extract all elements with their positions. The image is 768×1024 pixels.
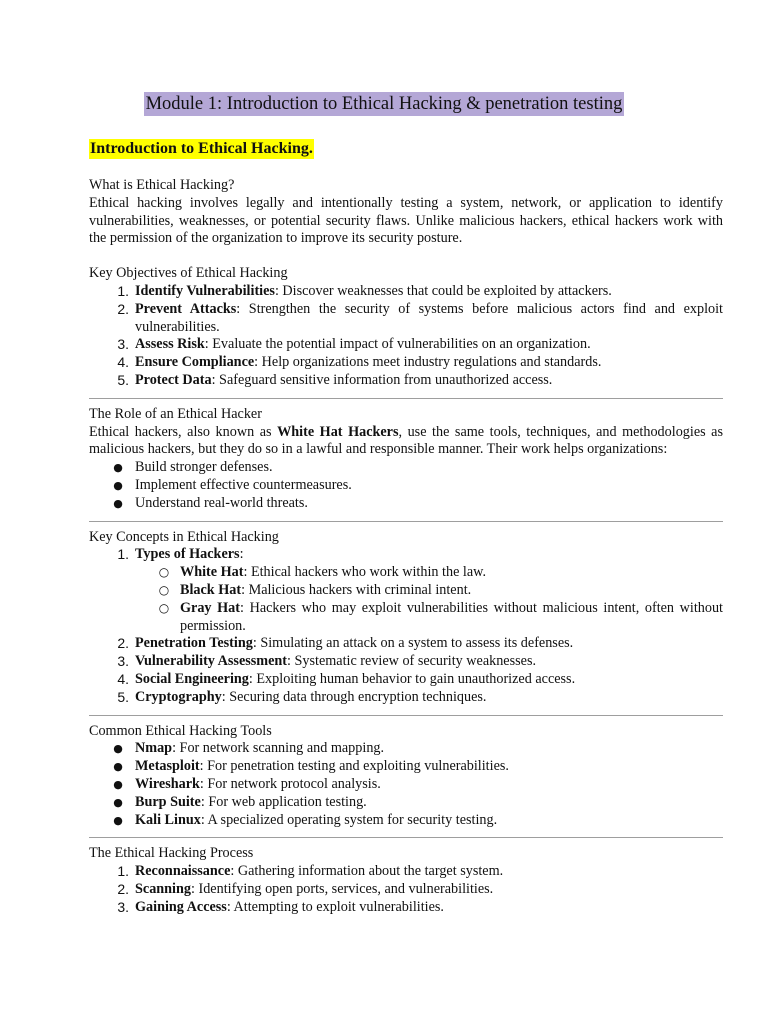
- paragraph: Ethical hacking involves legally and intentionally testing a system, network, or application to identify vulnerabilities, weaknesses, or potential security flaws. Unlike malicious hackers, ethical hackers work with the permission of the organization to improve its security posture.: [89, 194, 723, 247]
- term: Prevent Attacks: [135, 300, 237, 317]
- section-objectives: [89, 265, 723, 390]
- list-item: 3. Assess Risk: Evaluate the potential impact of vulnerabilities on an organization.: [117, 336, 591, 353]
- list-item: 3. Vulnerability Assessment: Systematic review of security weaknesses.: [117, 653, 537, 670]
- term: Social Engineering: [135, 670, 249, 687]
- list-item: ● Wireshark: For network protocol analysis.: [89, 776, 723, 794]
- term: Ensure Compliance: [135, 354, 255, 371]
- list-item: 4. Social Engineering: Exploiting human behavior to gain unauthorized access.: [117, 670, 576, 687]
- term: Metasploit: [135, 758, 200, 775]
- horizontal-rule: [89, 715, 723, 716]
- list-item: 1. Identify Vulnerabilities: Discover weaknesses that could be exploited by attackers.: [117, 282, 612, 299]
- bullet-icon: ●: [113, 813, 123, 827]
- term: Wireshark: [135, 775, 200, 792]
- horizontal-rule: [89, 398, 723, 399]
- section-concepts: [89, 529, 723, 707]
- horizontal-rule: [89, 837, 723, 838]
- numbered-list: [89, 283, 723, 390]
- list-item: ● Implement effective countermeasures.: [89, 477, 723, 495]
- term: Gaining Access: [135, 898, 227, 915]
- term: Protect Data: [135, 371, 212, 388]
- term: Cryptography: [135, 688, 222, 705]
- circle-bullet-icon: ○: [158, 600, 170, 615]
- term: Identify Vulnerabilities: [135, 282, 275, 299]
- section-title: The Role of an Ethical Hacker: [89, 405, 262, 422]
- circle-bullet-icon: ○: [158, 565, 170, 580]
- bullet-icon: ●: [113, 496, 123, 510]
- term: Kali Linux: [135, 811, 201, 828]
- list-item: 2. Prevent Attacks: Strengthen the security of systems before malicious actors find and exploit vulnerabilities.: [117, 300, 723, 335]
- list-item: ● Build stronger defenses.: [89, 459, 723, 477]
- list-item: ● Metasploit: For penetration testing and exploiting vulnerabilities.: [89, 758, 723, 776]
- section-heading: Introduction to Ethical Hacking.: [90, 140, 313, 157]
- list-item: ● Burp Suite: For web application testing.: [89, 794, 723, 812]
- title-container: [0, 92, 768, 116]
- term: Vulnerability Assessment: [135, 653, 288, 670]
- bullet-icon: ●: [113, 760, 123, 774]
- list-item: ● Kali Linux: A specialized operating system for security testing.: [89, 812, 723, 830]
- section-tools: [89, 723, 723, 830]
- sub-list-item: ○ Black Hat: Malicious hackers with criminal intent.: [158, 581, 472, 598]
- bullet-icon: ●: [113, 795, 123, 809]
- list-item: ● Nmap: For network scanning and mapping.: [89, 740, 723, 758]
- bullet-icon: ●: [113, 478, 123, 492]
- horizontal-rule: [89, 521, 723, 522]
- section-title: What is Ethical Hacking?: [89, 177, 235, 193]
- list-item: 2. Scanning: Identifying open ports, services, and vulnerabilities.: [117, 880, 494, 897]
- term: Gray Hat: [180, 599, 241, 616]
- list-item: 1. Reconnaissance: Gathering information about the target system.: [117, 863, 504, 880]
- numbered-list: [89, 863, 723, 916]
- term: White Hat: [180, 564, 244, 581]
- list-item: ● Understand real-world threats.: [89, 495, 723, 513]
- term: Nmap: [135, 740, 173, 757]
- section-role: [89, 406, 723, 513]
- term: Types of Hackers: [135, 546, 240, 563]
- bullet-list: [89, 459, 723, 512]
- circle-bullet-icon: ○: [158, 582, 170, 597]
- paragraph: Ethical hackers, also known as White Hat Hackers, use the same tools, techniques, and methodologies as malicious hackers, but they do so in a lawful and responsible manner. Their work helps organizations:: [89, 423, 723, 458]
- section-process: [89, 845, 723, 916]
- list-item: 4. Ensure Compliance: Help organizations meet industry regulations and standards.: [117, 354, 602, 371]
- sub-list-item: ○ Gray Hat: Hackers who may exploit vulnerabilities without malicious intent, often without permission.: [158, 599, 723, 634]
- section-title: Common Ethical Hacking Tools: [89, 722, 272, 739]
- list-item: 1. Types of Hackers:: [117, 546, 244, 563]
- term: Scanning: [135, 880, 191, 897]
- list-item: 2. Penetration Testing: Simulating an attack on a system to assess its defenses.: [117, 635, 574, 652]
- bullet-icon: ●: [113, 461, 123, 475]
- list-item: 5. Protect Data: Safeguard sensitive information from unauthorized access.: [117, 371, 553, 388]
- term: Penetration Testing: [135, 635, 253, 652]
- section-title: Key Concepts in Ethical Hacking: [89, 528, 279, 545]
- section-title: Key Objectives of Ethical Hacking: [89, 265, 288, 282]
- term: White Hat Hackers: [277, 423, 399, 440]
- list-item: 3. Gaining Access: Attempting to exploit vulnerabilities.: [117, 898, 444, 915]
- page-title: Module 1: Introduction to Ethical Hacking & penetration testing: [145, 94, 623, 114]
- bullet-icon: ●: [113, 742, 123, 756]
- term: Black Hat: [180, 581, 242, 598]
- numbered-list: [89, 546, 723, 706]
- term: Assess Risk: [135, 336, 205, 353]
- list-item: 5. Cryptography: Securing data through encryption techniques.: [117, 688, 487, 705]
- bullet-icon: ●: [113, 777, 123, 791]
- section-title: The Ethical Hacking Process: [89, 845, 254, 862]
- document-body: [89, 177, 723, 916]
- section-what-is: [89, 177, 723, 248]
- bullet-list: [89, 740, 723, 829]
- sub-list-item: ○ White Hat: Ethical hackers who work within the law.: [158, 564, 487, 581]
- term: Reconnaissance: [135, 863, 231, 880]
- term: Burp Suite: [135, 793, 201, 810]
